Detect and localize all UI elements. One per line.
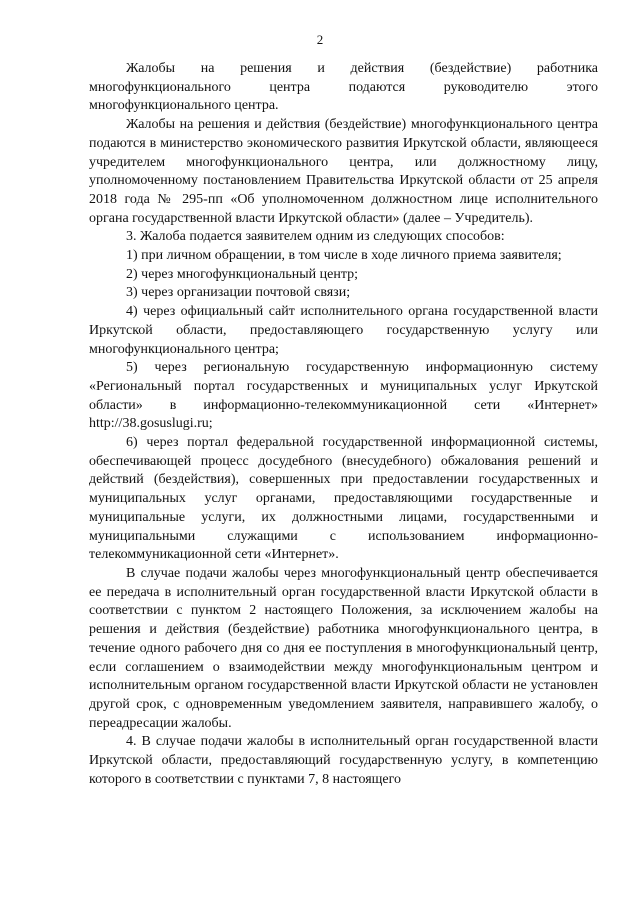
paragraph: 6) через портал федеральной государственной информационной системы, обеспечивающей процесс досудебного (внесудебного) обжалования решений и действий (бездействия), совершенных при предоставлении государственных и муниципальных услуг органами, предоставляющими государственные и муниципальные услуги, их должностными лицами, государственными и муниципальными служащими с использованием информационно-телекоммуникационной сети «Интернет».: [89, 435, 598, 563]
paragraph: Жалобы на решения и действия (бездействие) многофункционального центра подаются в министерство экономического развития Иркутской области, являющееся учредителем многофункционального центра, или должностному лицу, уполномоченному постановлением Правительства Иркутской области от 25 апреля 2018 года № 295-пп «Об уполномоченном должностном лице исполнительного органа государственной власти Иркутской области» (далее – Учредитель).: [89, 117, 598, 226]
paragraph: Жалобы на решения и действия (бездействие) работника многофункционального центра подаются руководителю этого многофункционального центра.: [89, 61, 598, 114]
paragraph: 1) при личном обращении, в том числе в ходе личного приема заявителя;: [126, 248, 562, 264]
paragraph: 3) через организации почтовой связи;: [126, 285, 351, 301]
paragraph: 5) через региональную государственную информационную систему «Региональный портал государственных и муниципальных услуг Иркутской области» в информационно-телекоммуникационной сети «Интернет» http://38.gosuslugi.ru;: [89, 360, 598, 432]
document-body: [89, 60, 598, 789]
paragraph: 4. В случае подачи жалобы в исполнительный орган государственной власти Иркутской области, предоставляющий государственную услугу, в компетенцию которого в соответствии с пунктами 7, 8 настоящего: [89, 734, 598, 787]
paragraph: 3. Жалоба подается заявителем одним из следующих способов:: [126, 229, 505, 245]
paragraph: В случае подачи жалобы через многофункциональный центр обеспечивается ее передача в исполнительный орган государственной власти Иркутской области в соответствии с пунктом 2 настоящего Положения, за исключением жалобы на решения и действия (бездействие) работника многофункционального центра, в течение одного рабочего дня со дня ее поступления в многофункциональный центр, если соглашением о взаимодействии между многофункциональным центром и исполнительным органом государственной власти Иркутской области не установлен другой срок, с одновременным уведомлением заявителя, направившего жалобу, о переадресации жалобы.: [89, 565, 598, 731]
page-number: 2: [316, 32, 324, 47]
paragraph: 4) через официальный сайт исполнительного органа государственной власти Иркутской области, предоставляющего государственную услугу или многофункционального центра;: [89, 304, 598, 357]
paragraph: 2) через многофункциональный центр;: [126, 266, 359, 282]
